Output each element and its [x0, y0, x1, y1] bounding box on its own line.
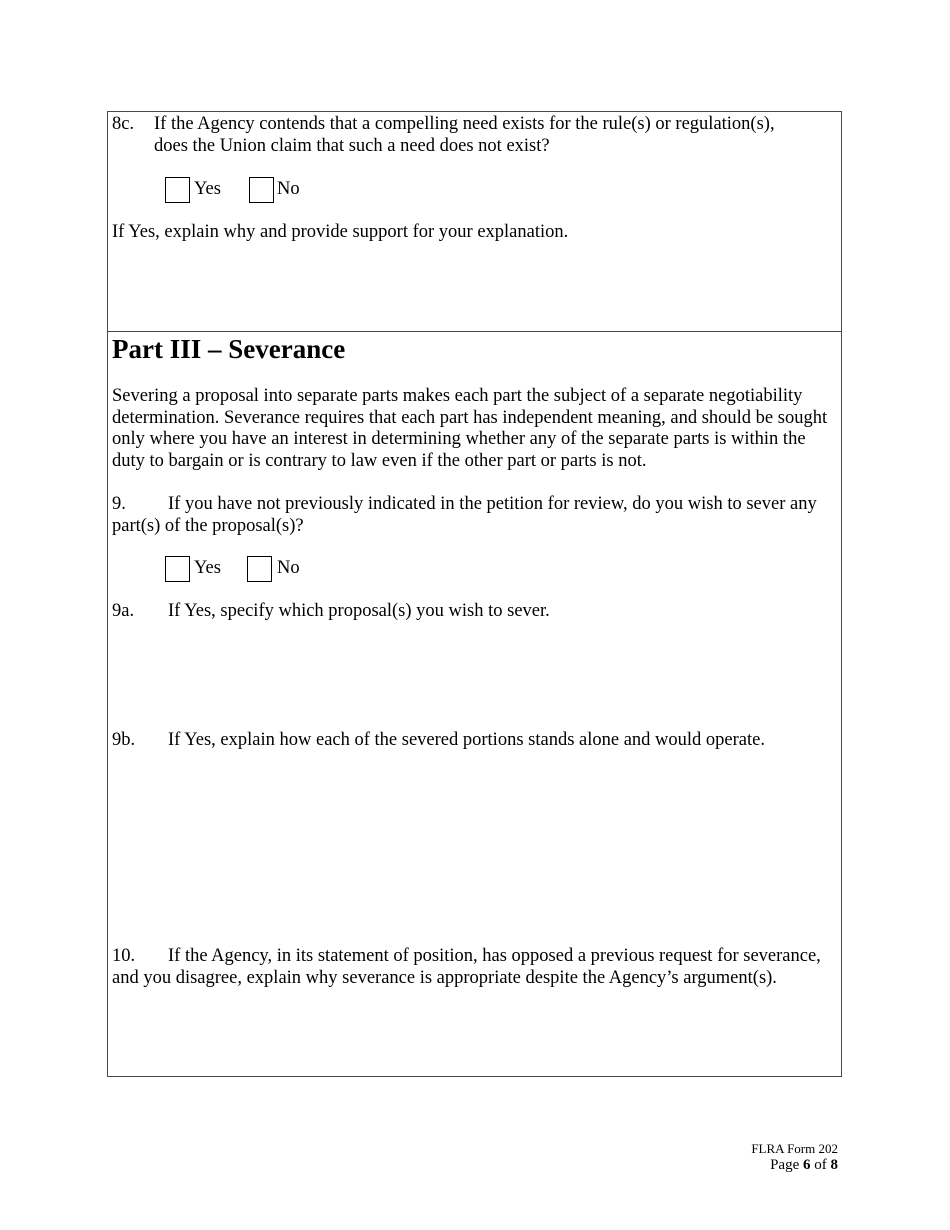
question-8c-line2: does the Union claim that such a need does not exist? [154, 136, 550, 156]
page-number [770, 1157, 838, 1174]
severance-intro-line: only where you have an interest in determining whether any of the separate parts is within the [112, 429, 806, 449]
question-9a-text: If Yes, specify which proposal(s) you wish to sever. [168, 601, 550, 621]
question-8c-yes-checkbox[interactable] [165, 177, 190, 203]
question-9b-text: If Yes, explain how each of the severed portions stands alone and would operate. [168, 730, 765, 750]
question-9b-number: 9b. [112, 730, 136, 750]
question-9-no-label: No [277, 558, 300, 578]
question-9-no-checkbox[interactable] [247, 556, 272, 582]
question-8c-number: 8c. [112, 114, 135, 134]
question-9-line2: part(s) of the proposal(s)? [112, 516, 304, 536]
question-10-answer-area[interactable] [112, 993, 838, 1073]
question-8c-followup: If Yes, explain why and provide support for your explanation. [112, 222, 569, 242]
question-9a-answer-area[interactable] [112, 626, 838, 726]
page-prefix: Page [770, 1157, 800, 1173]
question-9-line1: If you have not previously indicated in the petition for review, do you wish to sever any [168, 494, 817, 514]
question-8c-no-label: No [277, 179, 300, 199]
question-9-number: 9. [112, 494, 126, 514]
part-iii-heading: Part III – Severance [112, 334, 346, 364]
page-of: of [814, 1157, 827, 1173]
question-8c-yes-label: Yes [194, 179, 221, 199]
page-current: 6 [803, 1157, 811, 1173]
question-9-yes-label: Yes [194, 558, 221, 578]
question-10-number: 10. [112, 946, 136, 966]
question-8c-answer-area[interactable] [112, 246, 838, 326]
severance-intro-line: duty to bargain or is contrary to law even if the other part or parts is not. [112, 451, 647, 471]
question-8c-line1: If the Agency contends that a compelling need exists for the rule(s) or regulation(s), [154, 114, 775, 134]
page-total: 8 [830, 1157, 838, 1173]
severance-intro-line: determination. Severance requires that each part has independent meaning, and should be sought [112, 408, 828, 428]
question-10-line1: If the Agency, in its statement of position, has opposed a previous request for severance, [168, 946, 821, 966]
question-10-line2: and you disagree, explain why severance is appropriate despite the Agency’s argument(s). [112, 968, 777, 988]
question-9a-number: 9a. [112, 601, 135, 621]
form-name: FLRA Form 202 [751, 1141, 838, 1156]
question-9-yes-checkbox[interactable] [165, 556, 190, 582]
question-9b-answer-area[interactable] [112, 756, 838, 941]
question-8c-no-checkbox[interactable] [249, 177, 274, 203]
severance-intro-line: Severing a proposal into separate parts makes each part the subject of a separate negotiability [112, 386, 803, 406]
